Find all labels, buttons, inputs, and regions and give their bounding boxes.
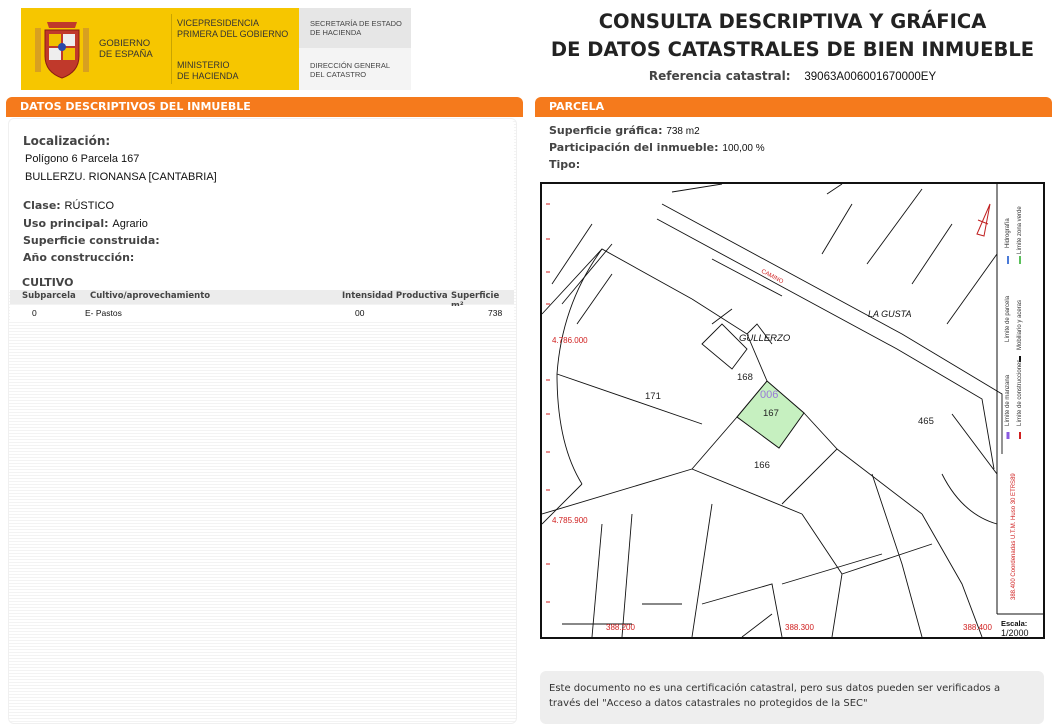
- place-gullerzo: GULLERZO: [739, 333, 791, 344]
- uso-value: Agrario: [112, 218, 148, 230]
- localizacion-label: Localización:: [23, 134, 111, 148]
- clase-label: Clase:: [23, 199, 61, 212]
- cultivo-table-header: [10, 290, 514, 304]
- localizacion-line1: Polígono 6 Parcela 167: [25, 153, 140, 165]
- legend-mobiliario: Mobiliario y aceras: [1017, 299, 1023, 350]
- col-superficie: Superficie: [451, 291, 500, 301]
- x-label-388200: 388.200: [606, 623, 635, 632]
- cell-intensidad: 00: [355, 308, 365, 318]
- parcel-167[interactable]: 167: [763, 408, 779, 419]
- y-label-4786000: 4.786.000: [552, 336, 588, 345]
- legend-manzana: Límite de manzana: [1005, 374, 1011, 426]
- superficie-construida-label: Superficie construida:: [23, 234, 160, 247]
- escala-value: 1/2000: [1001, 628, 1029, 638]
- table-row: [10, 306, 514, 320]
- secretaria-box: [299, 8, 411, 48]
- place-la-gusta: LA GUSTA: [868, 309, 912, 319]
- disclaimer-note: Este documento no es una certificación catastral, pero sus datos pueden ser verificados a través del "Acceso a datos catastrales no protegidos de la SEC": [540, 671, 1044, 724]
- referencia-value: 39063A006001670000EY: [804, 71, 937, 83]
- col-cultivo: Cultivo/aprovechamiento: [90, 291, 211, 301]
- participacion-label: Participación del inmueble:: [549, 141, 719, 154]
- north-arrow-icon: [977, 204, 990, 236]
- cultivo-title: CULTIVO: [22, 276, 74, 289]
- ministerio-text: MINISTERIO DE HACIENDA: [177, 60, 239, 81]
- participacion-value: 100,00 %: [722, 143, 765, 154]
- y-label-4785900: 4.785.900: [552, 516, 588, 525]
- secretaria-text: SECRETARÍA DE ESTADO DE HACIENDA: [310, 19, 402, 37]
- localizacion-line2: BULLERZU. RIONANSA [CANTABRIA]: [25, 171, 217, 183]
- clase-row: [23, 199, 114, 212]
- anio-construccion-label: Año construcción:: [23, 251, 135, 264]
- map-canvas: [542, 184, 1043, 637]
- legend-coords: 388.400 Coordenadas U.T.M. Huso 30 ETRS89: [1011, 473, 1017, 600]
- x-label-388400: 388.400: [963, 623, 992, 632]
- poligono-label: 006: [760, 389, 779, 401]
- superficie-grafica-value: 738 m2: [666, 126, 700, 137]
- vicepresidencia-text: VICEPRESIDENCIA PRIMERA DEL GOBIERNO: [177, 18, 289, 39]
- superficie-grafica-label: Superficie gráfica:: [549, 124, 663, 137]
- legend-zona-verde: Límite zona verde: [1017, 206, 1023, 254]
- referencia-row: [540, 69, 1045, 83]
- col-intensidad: Intensidad Productiva: [342, 291, 448, 301]
- direccion-text: DIRECCIÓN GENERAL DEL CATASTRO: [310, 61, 391, 79]
- cell-superficie: 738: [488, 308, 503, 318]
- legend-parcela: Límite de parcela: [1005, 295, 1011, 342]
- participacion-row: [549, 141, 765, 154]
- coat-of-arms-icon: [31, 14, 93, 84]
- escala-label: Escala:: [1001, 619, 1028, 628]
- cell-cultivo: E- Pastos: [85, 308, 122, 318]
- col-subparcela: Subparcela: [22, 291, 76, 301]
- cell-subparcela: 0: [32, 308, 37, 318]
- tipo-label: Tipo:: [549, 158, 581, 171]
- clase-value: RÚSTICO: [64, 200, 115, 212]
- gobierno-logo: [21, 8, 299, 90]
- parcela-bar: PARCELA: [535, 97, 1052, 117]
- parcel-166[interactable]: 166: [754, 460, 770, 471]
- cadastral-map[interactable]: [540, 182, 1045, 639]
- legend-hidrografia: Hidrografía: [1005, 218, 1011, 248]
- legend-construcciones: Límite de construcciones: [1017, 359, 1023, 426]
- parcel-171[interactable]: 171: [645, 391, 661, 402]
- grid-ticks: [546, 204, 550, 602]
- direccion-box: [299, 48, 411, 90]
- parcel-465[interactable]: 465: [918, 416, 934, 427]
- referencia-label: Referencia catastral:: [648, 69, 791, 83]
- page-title-line2: DE DATOS CATASTRALES DE BIEN INMUEBLE: [550, 38, 1035, 61]
- road-label: CAMINO: [759, 268, 785, 286]
- logo-divider: [171, 14, 172, 84]
- superficie-grafica-row: [549, 124, 700, 137]
- descriptivos-bar: DATOS DESCRIPTIVOS DEL INMUEBLE: [6, 97, 523, 117]
- x-label-388300: 388.300: [785, 623, 814, 632]
- gobierno-text: GOBIERNO DE ESPAÑA: [99, 38, 153, 60]
- uso-label: Uso principal:: [23, 217, 109, 230]
- parcel-168[interactable]: 168: [737, 372, 753, 383]
- page-title-line1: CONSULTA DESCRIPTIVA Y GRÁFICA: [598, 10, 987, 33]
- uso-row: [23, 217, 148, 230]
